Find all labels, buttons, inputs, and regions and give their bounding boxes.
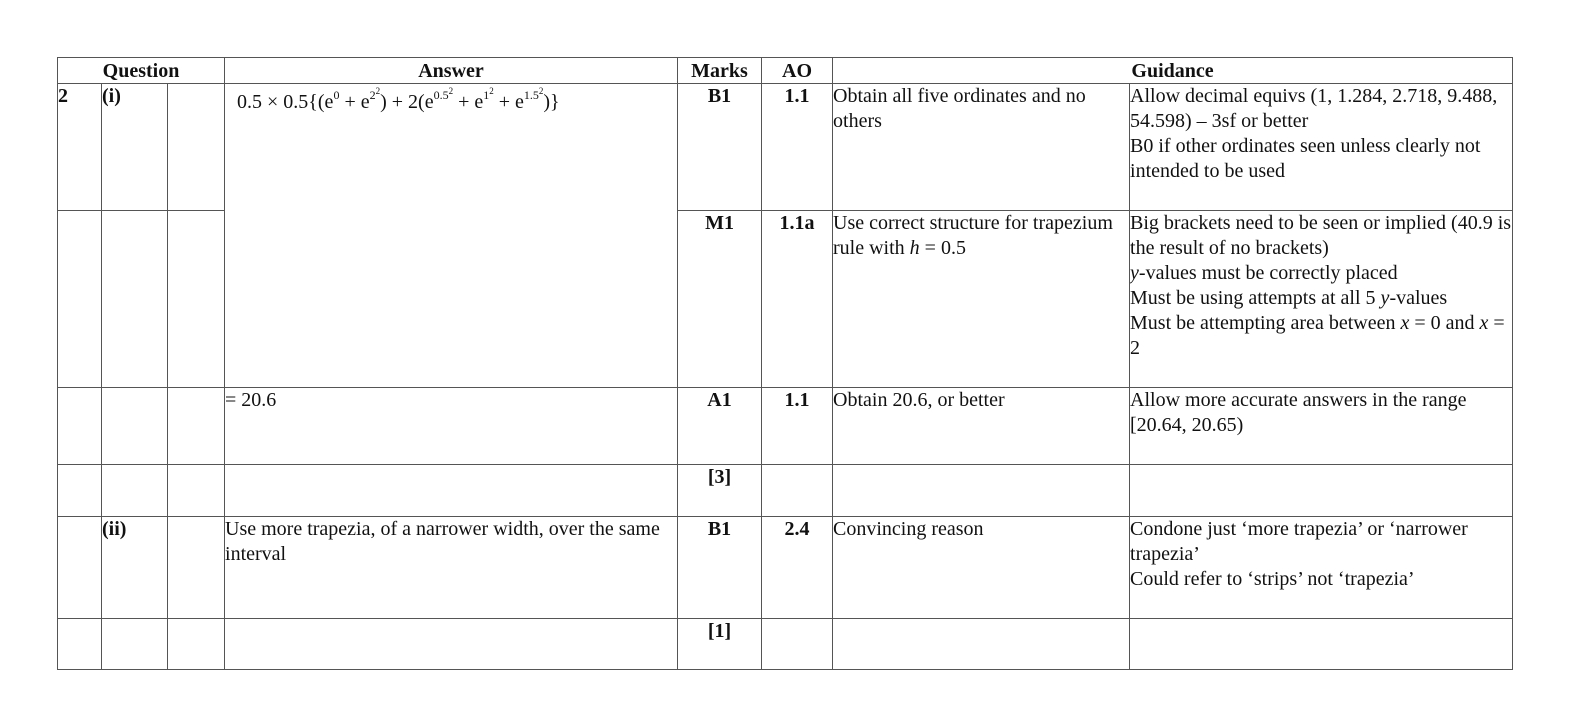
header-answer: Answer — [225, 58, 678, 84]
mark-scheme-table — [57, 57, 1513, 670]
formula-exponent-base: 0.5 — [433, 88, 449, 102]
mark-code: B1 — [678, 517, 762, 619]
formula-part: ) + 2(e — [380, 91, 434, 113]
answer-text: = 20.6 — [225, 388, 678, 465]
guidance-note-part: Must be attempting area between — [1130, 312, 1401, 334]
ao-code: 1.1 — [762, 84, 833, 211]
question-number — [58, 517, 102, 619]
marks-total: [1] — [678, 619, 762, 670]
guidance-notes — [1130, 619, 1513, 670]
trapezium-formula — [225, 84, 677, 115]
question-number — [58, 211, 102, 388]
question-number — [58, 619, 102, 670]
formula-exponent-power: 2 — [375, 86, 381, 96]
header-marks: Marks — [678, 58, 762, 84]
ao-code — [762, 619, 833, 670]
guidance-note: Allow decimal equivs (1, 1.284, 2.718, 9.488, 54.598) – 3sf or better — [1130, 85, 1498, 132]
formula-exponent — [483, 88, 494, 102]
guidance-text: Convincing reason — [833, 517, 1130, 619]
question-part — [102, 388, 168, 465]
guidance-text-part: = 0.5 — [919, 237, 966, 259]
header-question: Question — [58, 58, 225, 84]
table-row — [58, 388, 1513, 465]
guidance-note-part: -values — [1389, 287, 1448, 309]
question-subpart — [168, 84, 225, 211]
question-subpart — [168, 388, 225, 465]
formula-exponent-base: 1 — [483, 88, 490, 102]
mark-code: M1 — [678, 211, 762, 388]
question-part — [102, 211, 168, 388]
marks-total: [3] — [678, 465, 762, 517]
variable-x: x — [1400, 312, 1410, 334]
answer-text — [225, 465, 678, 517]
table-row — [58, 517, 1513, 619]
guidance-text-part: Use correct structure for trapezium rule with — [833, 212, 1113, 259]
formula-part: )} — [543, 91, 560, 113]
guidance-text: Obtain all five ordinates and no others — [833, 84, 1130, 211]
variable-y: y — [1380, 287, 1390, 309]
ao-code: 1.1 — [762, 388, 833, 465]
formula-exponent — [370, 88, 381, 102]
answer-formula-cell — [225, 84, 678, 388]
guidance-text — [833, 465, 1130, 517]
guidance-note-part: = 2 — [1130, 312, 1505, 359]
question-number: 2 — [58, 84, 102, 211]
guidance-note: Condone just ‘more trapezia’ or ‘narrower trapezia’ — [1130, 518, 1468, 565]
formula-exponent-power: 2 — [489, 86, 494, 96]
formula-part: + e — [453, 91, 484, 113]
table-row — [58, 619, 1513, 670]
guidance-note — [1130, 261, 1512, 286]
question-part: (i) — [102, 84, 168, 211]
guidance-note — [1130, 286, 1512, 311]
guidance-text — [833, 211, 1130, 388]
answer-text: Use more trapezia, of a narrower width, over the same interval — [225, 517, 678, 619]
formula-exponent-power: 2 — [448, 86, 454, 96]
table-row — [58, 84, 1513, 211]
guidance-note: B0 if other ordinates seen unless clearly not intended to be used — [1130, 135, 1481, 182]
question-subpart — [168, 619, 225, 670]
question-part — [102, 619, 168, 670]
question-subpart — [168, 517, 225, 619]
guidance-note — [1130, 311, 1512, 361]
question-number — [58, 465, 102, 517]
question-subpart — [168, 211, 225, 388]
question-part: (ii) — [102, 517, 168, 619]
ao-code: 1.1a — [762, 211, 833, 388]
formula-part: + e — [493, 91, 524, 113]
formula-part: + e — [339, 91, 370, 113]
header-ao: AO — [762, 58, 833, 84]
guidance-notes — [1130, 465, 1513, 517]
formula-exponent-base: 2 — [369, 88, 376, 102]
ao-code — [762, 465, 833, 517]
question-part — [102, 465, 168, 517]
guidance-note: Big brackets need to be seen or implied (40.9 is the result of no brackets) — [1130, 212, 1512, 259]
variable-y: y — [1130, 262, 1139, 284]
mark-code: B1 — [678, 84, 762, 211]
guidance-notes — [1130, 211, 1513, 388]
formula-exponent-power: 2 — [538, 86, 544, 96]
guidance-note-part: -values must be correctly placed — [1138, 262, 1398, 284]
guidance-note-part: = 0 and — [1409, 312, 1480, 334]
guidance-text: Obtain 20.6, or better — [833, 388, 1130, 465]
guidance-notes — [1130, 84, 1513, 211]
formula-part: 0.5 × 0.5{(e — [237, 91, 334, 113]
question-number — [58, 388, 102, 465]
question-subpart — [168, 465, 225, 517]
answer-text — [225, 619, 678, 670]
guidance-notes — [1130, 517, 1513, 619]
mark-code: A1 — [678, 388, 762, 465]
table-row — [58, 465, 1513, 517]
ao-code: 2.4 — [762, 517, 833, 619]
guidance-notes: Allow more accurate answers in the range [20.64, 20.65) — [1130, 388, 1513, 465]
guidance-note-part: Must be using attempts at all 5 — [1130, 287, 1381, 309]
variable-h: h — [909, 237, 920, 259]
formula-exponent-base: 1.5 — [523, 88, 539, 102]
guidance-text — [833, 619, 1130, 670]
formula-exponent: 0 — [333, 88, 340, 102]
formula-exponent — [524, 88, 544, 102]
variable-x: x — [1479, 312, 1489, 334]
guidance-note: Could refer to ‘strips’ not ‘trapezia’ — [1130, 568, 1415, 590]
header-row — [58, 58, 1513, 84]
header-guidance: Guidance — [833, 58, 1513, 84]
formula-exponent — [434, 88, 454, 102]
